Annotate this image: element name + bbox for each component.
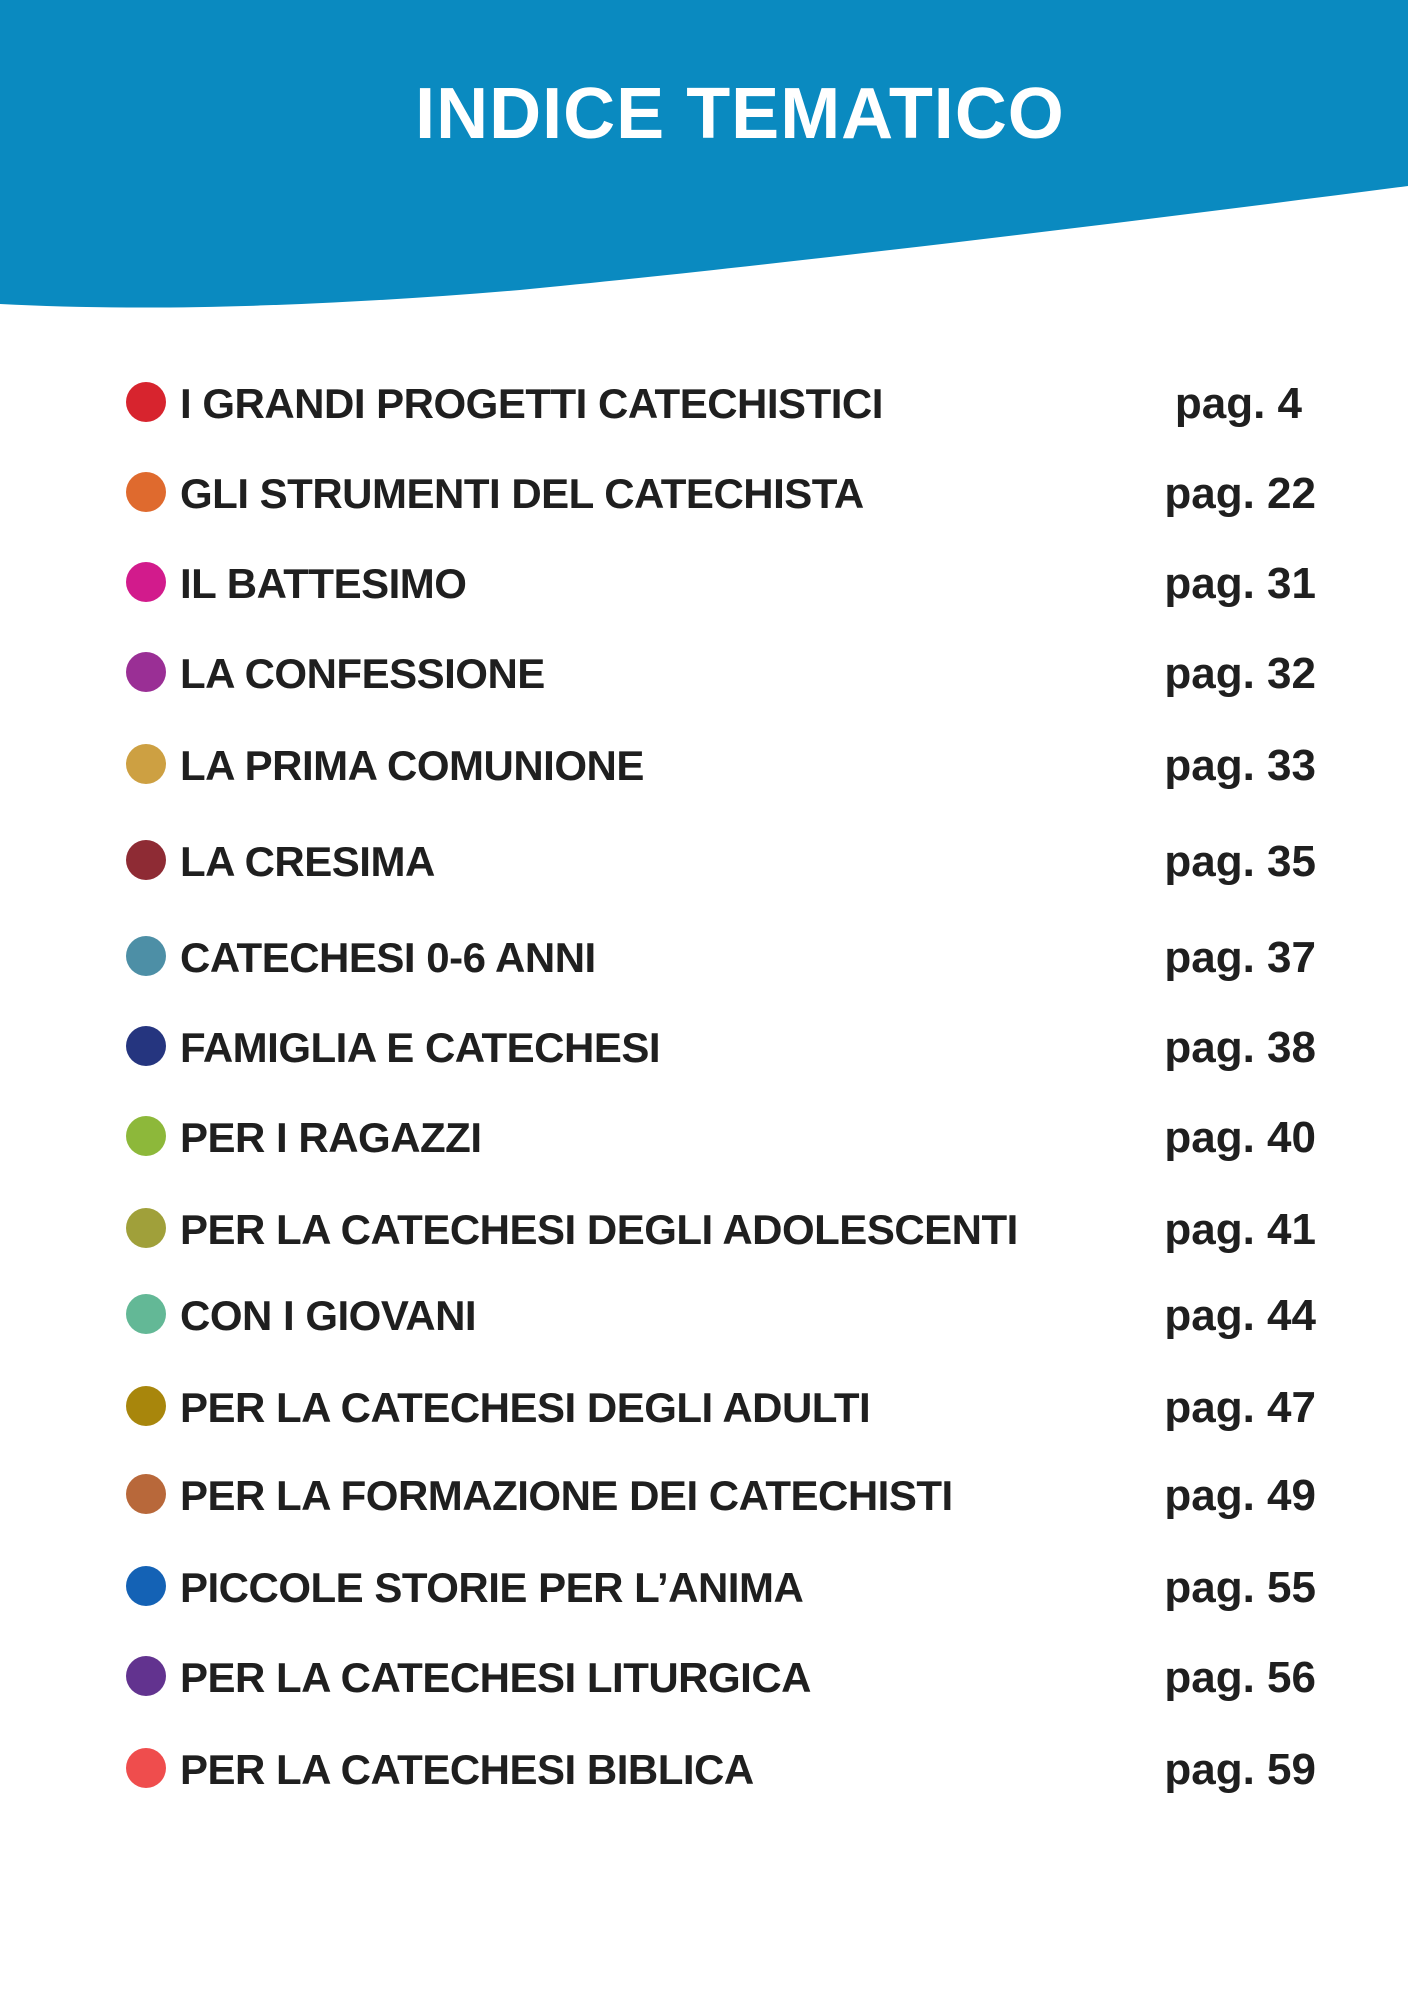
- index-entry[interactable]: [126, 830, 1316, 894]
- page-title: INDICE TEMATICO: [415, 74, 1065, 154]
- entry-page: pag. 44: [1164, 1291, 1316, 1340]
- color-dot-icon: [126, 1474, 166, 1514]
- entry-title: LA CONFESSIONE: [180, 650, 545, 697]
- color-dot-icon: [126, 840, 166, 880]
- entry-title: PER LA CATECHESI DEGLI ADOLESCENTI: [180, 1206, 1018, 1253]
- color-dot-icon: [126, 1566, 166, 1606]
- entry-title: IL BATTESIMO: [180, 560, 467, 607]
- entry-title: PER LA CATECHESI BIBLICA: [180, 1746, 754, 1793]
- color-dot-icon: [126, 1116, 166, 1156]
- color-dot-icon: [126, 1656, 166, 1696]
- entry-page: pag. 47: [1164, 1383, 1316, 1432]
- index-entry[interactable]: [126, 642, 1316, 706]
- entry-title: LA CRESIMA: [180, 838, 435, 885]
- index-entry[interactable]: [126, 1738, 1316, 1802]
- color-dot-icon: [126, 1748, 166, 1788]
- entry-page: pag. 49: [1164, 1471, 1316, 1520]
- entry-title: PER I RAGAZZI: [180, 1114, 482, 1161]
- color-dot-icon: [126, 1026, 166, 1066]
- color-dot-icon: [126, 744, 166, 784]
- index-entry[interactable]: [126, 1106, 1316, 1170]
- entry-page: pag. 41: [1164, 1205, 1316, 1254]
- color-dot-icon: [126, 1294, 166, 1334]
- entry-title: FAMIGLIA E CATECHESI: [180, 1024, 661, 1071]
- entry-page: pag. 31: [1164, 559, 1316, 608]
- entry-page: pag. 55: [1164, 1563, 1316, 1612]
- entry-title: I GRANDI PROGETTI CATECHISTICI: [180, 380, 883, 427]
- color-dot-icon: [126, 936, 166, 976]
- color-dot-icon: [126, 472, 166, 512]
- entry-title: PER LA CATECHESI DEGLI ADULTI: [180, 1384, 871, 1431]
- entry-page: pag. 33: [1164, 741, 1316, 790]
- index-entry[interactable]: [126, 734, 1316, 798]
- color-dot-icon: [126, 1208, 166, 1248]
- index-entry[interactable]: [126, 552, 1316, 616]
- entry-page: pag. 35: [1164, 837, 1316, 886]
- entry-title: CATECHESI 0-6 ANNI: [180, 934, 596, 981]
- index-entry[interactable]: [126, 1198, 1316, 1262]
- entry-page: pag. 40: [1164, 1113, 1316, 1162]
- entry-title: PICCOLE STORIE PER L’ANIMA: [180, 1564, 804, 1611]
- index-entry[interactable]: [126, 926, 1316, 990]
- color-dot-icon: [126, 652, 166, 692]
- color-dot-icon: [126, 382, 166, 422]
- index-entry[interactable]: [126, 1464, 1316, 1528]
- color-dot-icon: [126, 562, 166, 602]
- entry-title: CON I GIOVANI: [180, 1292, 477, 1339]
- entry-page: pag. 22: [1164, 469, 1316, 518]
- entry-title: PER LA FORMAZIONE DEI CATECHISTI: [180, 1472, 953, 1519]
- index-entry[interactable]: [126, 372, 1316, 436]
- entry-title: LA PRIMA COMUNIONE: [180, 742, 644, 789]
- entry-title: PER LA CATECHESI LITURGICA: [180, 1654, 812, 1701]
- index-entry[interactable]: [126, 1646, 1316, 1710]
- entry-page: pag. 59: [1164, 1745, 1316, 1794]
- entry-title: GLI STRUMENTI DEL CATECHISTA: [180, 470, 864, 517]
- color-dot-icon: [126, 1386, 166, 1426]
- entry-page: pag. 38: [1164, 1023, 1316, 1072]
- index-entry[interactable]: [126, 1556, 1316, 1620]
- index-entry[interactable]: [126, 1284, 1316, 1348]
- entry-page: pag. 56: [1164, 1653, 1316, 1702]
- entry-page: pag. 32: [1164, 649, 1316, 698]
- index-entry[interactable]: [126, 1016, 1316, 1080]
- entry-page: pag. 37: [1164, 933, 1316, 982]
- entry-page: pag. 4: [1174, 379, 1302, 428]
- index-entry[interactable]: [126, 462, 1316, 526]
- index-entry[interactable]: [126, 1376, 1316, 1440]
